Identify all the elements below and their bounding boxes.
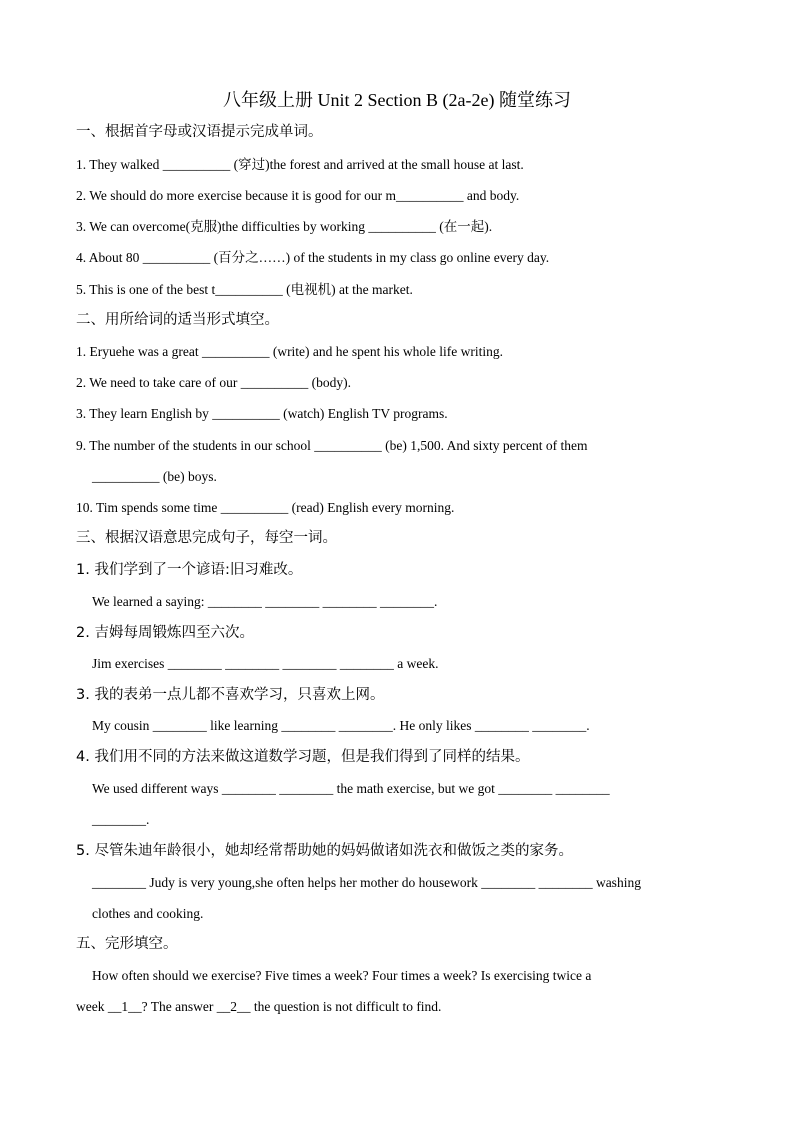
exercise-line: We used different ways ________ ________ the math exercise, but we got ________ ________	[92, 781, 610, 796]
passage-line: How often should we exercise? Five times a week? Four times a week? Is exercising twice a	[92, 968, 592, 983]
exercise-line: 10. Tim spends some time __________ (read) English every morning.	[76, 500, 455, 515]
exercise-line: 2. We should do more exercise because it is good for our m__________ and body.	[76, 188, 520, 203]
exercise-prompt: 4. 我们用不同的方法来做这道数学习题，但是我们得到了同样的结果。	[76, 749, 530, 765]
exercise-line: ________.	[92, 812, 150, 827]
exercise-line: Jim exercises ________ ________ ________ ________ a week.	[92, 656, 439, 671]
section-heading-3: 三、根据汉语意思完成句子，每空一词。	[76, 530, 337, 546]
exercise-line: 1. Eryuehe was a great __________ (write) and he spent his whole life writing.	[76, 344, 504, 359]
exercise-prompt: 2. 吉姆每周锻炼四至六次。	[76, 625, 254, 641]
exercise-prompt: 5. 尽管朱迪年龄很小，她却经常帮助她的妈妈做诸如洗衣和做饭之类的家务。	[76, 843, 573, 859]
exercise-line: 2. We need to take care of our __________ (body).	[76, 375, 351, 390]
exercise-line: clothes and cooking.	[92, 906, 204, 921]
exercise-line: 4. About 80 __________ (百分之……) of the students in my class go online every day.	[76, 250, 550, 265]
exercise-prompt: 3. 我的表弟一点儿都不喜欢学习，只喜欢上网。	[76, 687, 385, 703]
exercise-line: We learned a saying: ________ ________ ________ ________.	[92, 594, 438, 609]
exercise-line: 1. They walked __________ (穿过)the forest and arrived at the small house at last.	[76, 157, 524, 172]
passage-line: week __1__? The answer __2__ the question is not difficult to find.	[76, 999, 442, 1014]
exercise-line: __________ (be) boys.	[92, 469, 217, 484]
section-heading-5: 五、完形填空。	[76, 936, 178, 952]
page-title: 八年级上册 Unit 2 Section B (2a-2e) 随堂练习	[223, 90, 571, 110]
exercise-line: 3. We can overcome(克服)the difficulties by working __________ (在一起).	[76, 219, 493, 234]
exercise-line: 5. This is one of the best t__________ (电视机) at the market.	[76, 282, 413, 297]
exercise-line: ________ Judy is very young,she often helps her mother do housework ________ ________ washing	[92, 875, 641, 890]
exercise-prompt: 1. 我们学到了一个谚语:旧习难改。	[76, 562, 303, 578]
section-heading-1: 一、根据首字母或汉语提示完成单词。	[76, 124, 323, 140]
exercise-line: 3. They learn English by __________ (watch) English TV programs.	[76, 406, 448, 421]
exercise-line: My cousin ________ like learning ________ ________. He only likes ________ ________.	[92, 718, 590, 733]
section-heading-2: 二、用所给词的适当形式填空。	[76, 312, 279, 328]
exercise-line: 9. The number of the students in our school __________ (be) 1,500. And sixty percent of them	[76, 438, 588, 453]
